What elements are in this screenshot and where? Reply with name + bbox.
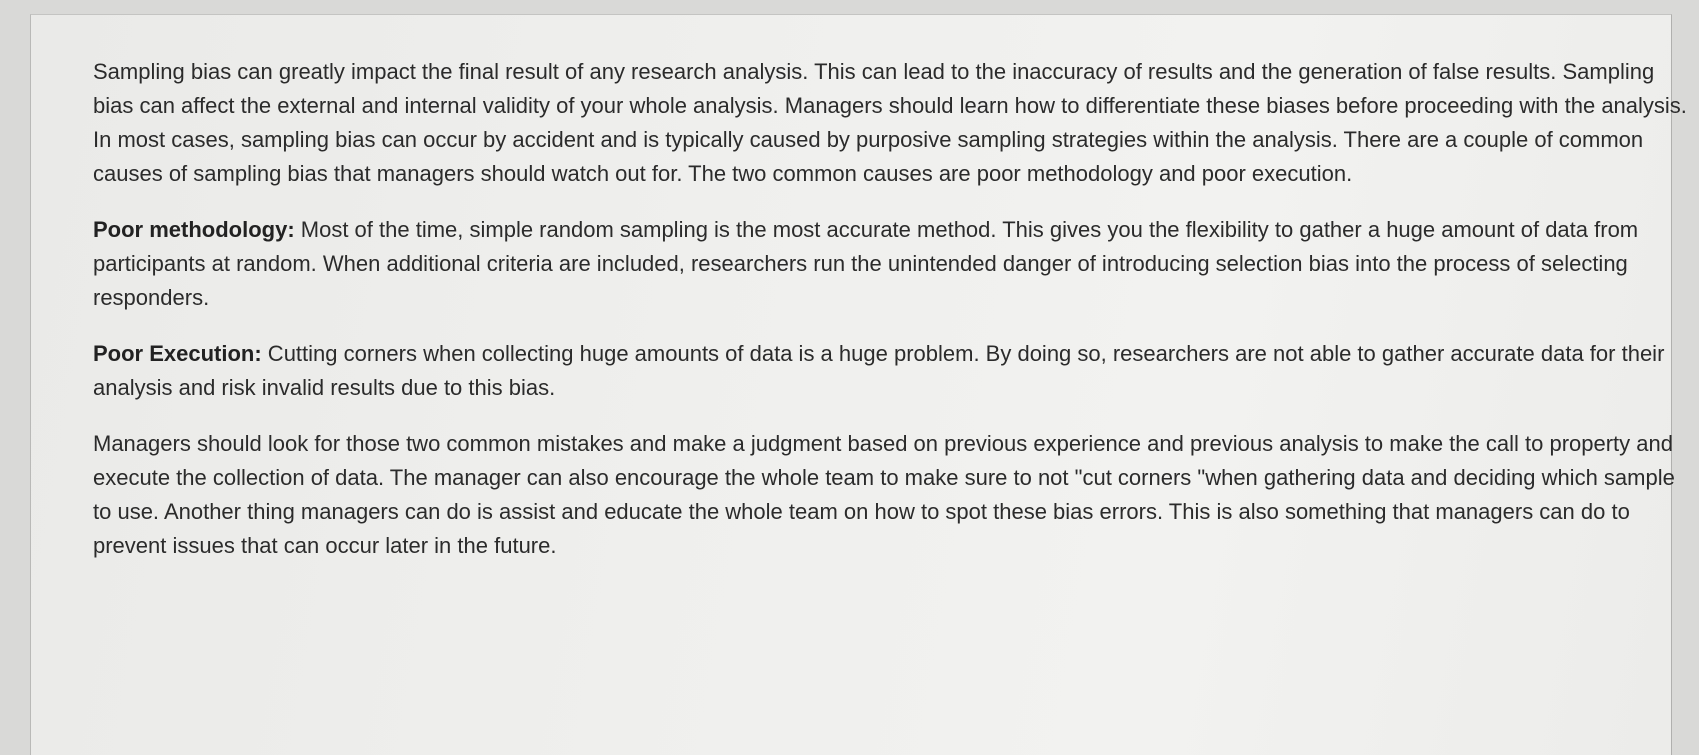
paragraph-poor-methodology <box>93 213 1693 315</box>
paragraph-intro-text: Sampling bias can greatly impact the final result of any research analysis. This can lead to the inaccuracy of results and the generation of false results. Sampling bias can affect the external and internal validity of your whole analysis. Managers should learn how to differentiate these biases before proceeding with the analysis. In most cases, sampling bias can occur by accident and is typically caused by purposive sampling strategies within the analysis. There are a couple of common causes of sampling bias that managers should watch out for. The two common causes are poor methodology and poor execution. <box>93 59 1687 186</box>
poor-methodology-text: Most of the time, simple random sampling is the most accurate method. This gives you the flexibility to gather a huge amount of data from participants at random. When additional criteria are included, researchers run the unintended danger of introducing selection bias into the process of selecting responders. <box>93 217 1639 310</box>
poor-execution-text: Cutting corners when collecting huge amounts of data is a huge problem. By doing so, researchers are not able to gather accurate data for their analysis and risk invalid results due to this bias. <box>93 341 1665 400</box>
document-panel <box>30 14 1687 755</box>
paragraph-conclusion-text: Managers should look for those two common mistakes and make a judgment based on previous experience and previous analysis to make the call to property and execute the collection of data. The manager can also encourage the whole team to make sure to not "cut corners "when gathering data and deciding which sample to use. Another thing managers can do is assist and educate the whole team on how to spot these bias errors. This is also something that managers can do to prevent issues that can occur later in the future. <box>93 431 1675 558</box>
paragraph-conclusion <box>93 427 1693 563</box>
poor-methodology-heading: Poor methodology: <box>93 217 295 242</box>
paragraph-poor-execution <box>93 337 1693 405</box>
document-body <box>93 55 1693 585</box>
paragraph-intro <box>93 55 1693 191</box>
poor-execution-heading: Poor Execution: <box>93 341 262 366</box>
